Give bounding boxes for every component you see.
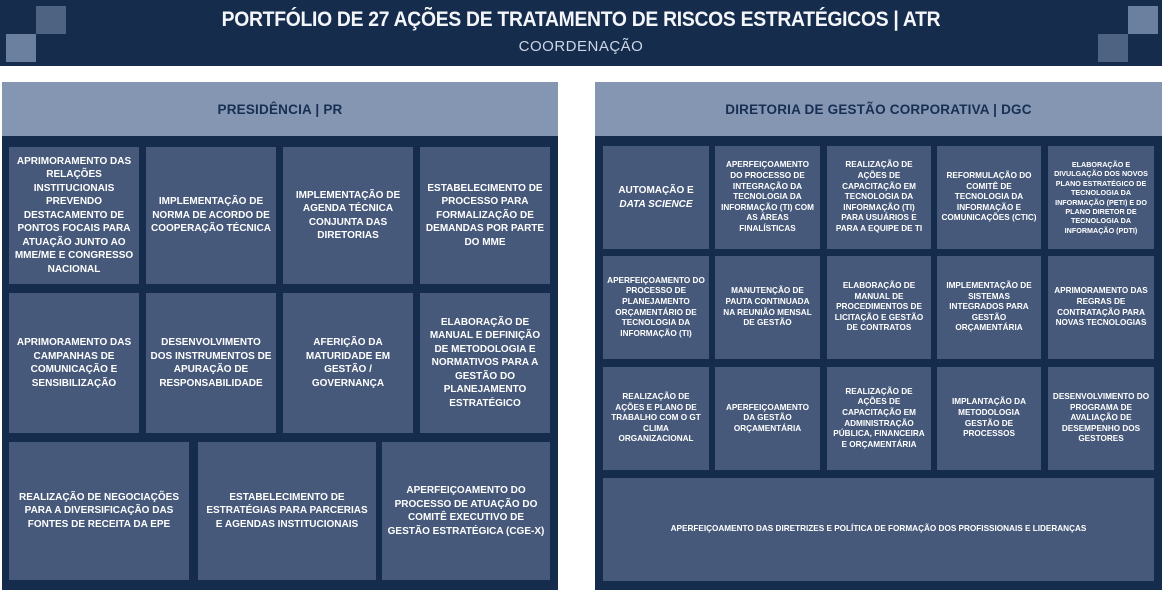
page-header	[0, 0, 1162, 66]
presidencia-action-tile: IMPLEMENTAÇÃO DE AGENDA TÉCNICA CONJUNTA DAS DIRETORIAS	[283, 147, 413, 284]
dgc-action-tile: APERFEIÇOAMENTO DA GESTÃO ORÇAMENTÁRIA	[715, 367, 820, 470]
dgc-action-tile: APERFEIÇOAMENTO DO PROCESSO DE PLANEJAMENTO ORÇAMENTÁRIO DE TECNOLOGIA DA INFORMAÇÃO (TI)	[603, 256, 709, 359]
presidencia-action-tile: APRIMORAMENTO DAS CAMPANHAS DE COMUNICAÇÃO E SENSIBILIZAÇÃO	[9, 293, 139, 433]
presidencia-action-tile: AFERIÇÃO DA MATURIDADE EM GESTÃO / GOVERNANÇA	[283, 293, 413, 433]
dgc-action-tile: REALIZAÇÃO DE AÇÕES E PLANO DE TRABALHO COM O GT CLIMA ORGANIZACIONAL	[603, 367, 709, 470]
presidencia-action-tile: IMPLEMENTAÇÃO DE NORMA DE ACORDO DE COOPERAÇÃO TÉCNICA	[146, 147, 276, 284]
presidencia-action-tile: APERFEIÇOAMENTO DO PROCESSO DE ATUAÇÃO DO COMITÊ EXECUTIVO DE GESTÃO ESTRATÉGICA (CGE-X)	[382, 442, 550, 580]
dgc-action-tile: IMPLEMENTAÇÃO DE SISTEMAS INTEGRADOS PARA GESTÃO ORÇAMENTÁRIA	[937, 256, 1041, 359]
dgc-action-tile: DESENVOLVIMENTO DO PROGRAMA DE AVALIAÇÃO DE DESEMPENHO DOS GESTORES	[1048, 367, 1154, 470]
dgc-action-tile: APRIMORAMENTO DAS REGRAS DE CONTRATAÇÃO PARA NOVAS TECNOLOGIAS	[1048, 256, 1154, 359]
header-decoration-square	[1128, 6, 1158, 34]
dgc-panel	[595, 82, 1162, 590]
dgc-action-tile: REALIZAÇÃO DE AÇÕES DE CAPACITAÇÃO EM TECNOLOGIA DA INFORMAÇÃO (TI) PARA USUÁRIOS E PARA A EQUIPE DE TI	[827, 146, 931, 249]
dgc-action-tile: APERFEIÇOAMENTO DO PROCESSO DE INTEGRAÇÃO DA TECNOLOGIA DA INFORMAÇÃO (TI) COM AS ÁREAS FINALÍSTICAS	[715, 146, 820, 249]
page-title: PORTFÓLIO DE 27 AÇÕES DE TRATAMENTO DE RISCOS ESTRATÉGICOS | ATR	[221, 8, 941, 31]
presidencia-action-tile: REALIZAÇÃO DE NEGOCIAÇÕES PARA A DIVERSIFICAÇÃO DAS FONTES DE RECEITA DA EPE	[9, 442, 189, 580]
presidencia-action-tile: ELABORAÇÃO DE MANUAL E DEFINIÇÃO DE METODOLOGIA E NORMATIVOS PARA A GESTÃO DO PLANEJAMENTO ESTRATÉGICO	[420, 293, 550, 433]
dgc-panel-title: DIRETORIA DE GESTÃO CORPORATIVA | DGC	[595, 82, 1162, 136]
page-subtitle: COORDENAÇÃO	[518, 38, 644, 55]
presidencia-action-tile: ESTABELECIMENTO DE ESTRATÉGIAS PARA PARCERIAS E AGENDAS INSTITUCIONAIS	[198, 442, 376, 580]
dgc-action-tile	[603, 146, 709, 249]
dgc-action-label: AUTOMAÇÃO E DATA SCIENCE	[618, 185, 694, 210]
presidencia-panel	[2, 82, 558, 590]
dgc-action-tile: REALIZAÇÃO DE AÇÕES DE CAPACITAÇÃO EM ADMINISTRAÇÃO PÚBLICA, FINANCEIRA E ORÇAMENTÁRIA	[827, 367, 931, 470]
dgc-action-tile: MANUTENÇÃO DE PAUTA CONTINUADA NA REUNIÃO MENSAL DE GESTÃO	[715, 256, 820, 359]
presidencia-action-tile: APRIMORAMENTO DAS RELAÇÕES INSTITUCIONAIS PREVENDO DESTACAMENTO DE PONTOS FOCAIS PARA ATUAÇÃO JUNTO AO MME/ME E CONGRESSO NACIONAL	[9, 147, 139, 284]
dgc-action-tile: ELABORAÇÃO E DIVULGAÇÃO DOS NOVOS PLANO ESTRATÉGICO DE TECNOLOGIA DA INFORMAÇÃO (PETI) E DO PLANO DIRETOR DE TECNOLOGIA DA INFORMAÇÃO (PDTI)	[1048, 146, 1154, 249]
presidencia-panel-title: PRESIDÊNCIA | PR	[2, 82, 558, 136]
dgc-action-tile: ELABORAÇÃO DE MANUAL DE PROCEDIMENTOS DE LICITAÇÃO E GESTÃO DE CONTRATOS	[827, 256, 931, 359]
dgc-action-tile: APERFEIÇOAMENTO DAS DIRETRIZES E POLÍTICA DE FORMAÇÃO DOS PROFISSIONAIS E LIDERANÇAS	[603, 478, 1154, 581]
presidencia-action-tile: DESENVOLVIMENTO DOS INSTRUMENTOS DE APURAÇÃO DE RESPONSABILIDADE	[146, 293, 276, 433]
dgc-action-tile: IMPLANTAÇÃO DA METODOLOGIA GESTÃO DE PROCESSOS	[937, 367, 1041, 470]
dgc-action-tile: REFORMULAÇÃO DO COMITÊ DE TECNOLOGIA DA INFORMAÇÃO E COMUNICAÇÕES (CTIC)	[937, 146, 1041, 249]
presidencia-action-tile: ESTABELECIMENTO DE PROCESSO PARA FORMALIZAÇÃO DE DEMANDAS POR PARTE DO MME	[420, 147, 550, 284]
